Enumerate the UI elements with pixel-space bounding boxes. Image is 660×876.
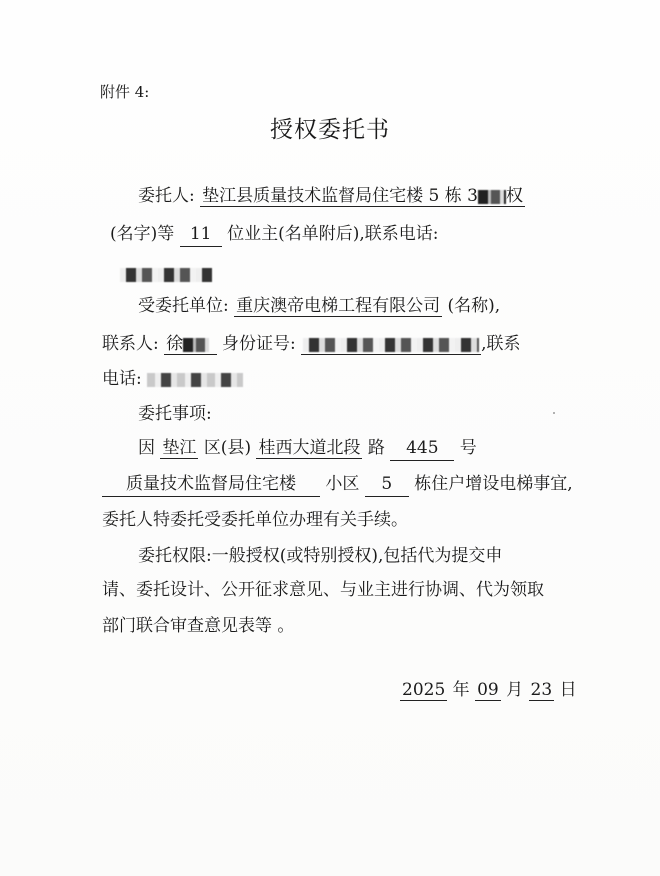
principal-phone-line: [120, 262, 320, 286]
scope-line-2: 请、委托设计、公开征求意见、与业主进行协调、代为领取: [102, 580, 544, 600]
redacted-agent-phone: [147, 373, 243, 387]
phone-label: 电话:: [102, 369, 142, 389]
redacted-phone: [120, 268, 212, 282]
id-suffix: ,联系: [481, 334, 521, 354]
scope-line-1: 委托权限:一般授权(或特别授权),包括代为提交申: [138, 546, 503, 566]
date-month: 09: [477, 680, 499, 700]
id-label: 身份证号:: [221, 334, 296, 354]
county: 垫江: [162, 438, 197, 458]
date-line: 2025 年 09 月 23 日: [402, 680, 577, 700]
date-day: 23: [530, 680, 553, 700]
principal-label: 委托人:: [138, 186, 195, 206]
street-number: 445: [390, 436, 454, 461]
scan-speck: [553, 412, 555, 414]
building-number: 5: [365, 472, 409, 497]
agent-line-1: [138, 294, 618, 318]
company-hint: (名称),: [447, 296, 501, 316]
redacted-id: [303, 338, 479, 352]
principal-line-2: [110, 222, 630, 247]
matter-line-2: 质量技术监督局住宅楼 小区 5 栋住户增设电梯事宜,: [102, 472, 622, 497]
id-number: [301, 334, 481, 355]
document-title: 授权委托书: [270, 117, 390, 143]
redacted-name: [183, 338, 209, 352]
owner-text: 位业主(名单附后),联系电话:: [227, 224, 439, 244]
agent-phone-line: [102, 367, 402, 391]
community-name: 质量技术监督局住宅楼: [102, 472, 320, 497]
owner-count: 11: [180, 222, 222, 247]
matter-label: 委托事项:: [138, 404, 212, 424]
agent-company: 重庆澳帝电梯工程有限公司: [236, 296, 441, 316]
date-year: 2025: [402, 680, 446, 700]
road: 桂西大道北段: [258, 438, 361, 458]
redacted-room: [478, 190, 506, 204]
matter-line-1: 因 垫江 区(县) 桂西大道北段 路 445 号: [138, 436, 618, 461]
scope-line-3: 部门联合审查意见表等 。: [102, 616, 295, 636]
contact-name: 徐: [164, 334, 216, 355]
contact-label: 联系人:: [102, 334, 159, 354]
agent-line-2: [102, 332, 622, 356]
principal-building: 垫江县质量技术监督局住宅楼 5 栋 3 权: [202, 186, 523, 206]
attachment-label: 附件 4:: [100, 83, 150, 101]
principal-line-1: [138, 184, 618, 208]
agent-label: 受委托单位:: [138, 296, 229, 316]
name-hint: (名字)等: [110, 224, 175, 244]
matter-line-3: 委托人特委托受委托单位办理有关手续。: [102, 510, 408, 530]
